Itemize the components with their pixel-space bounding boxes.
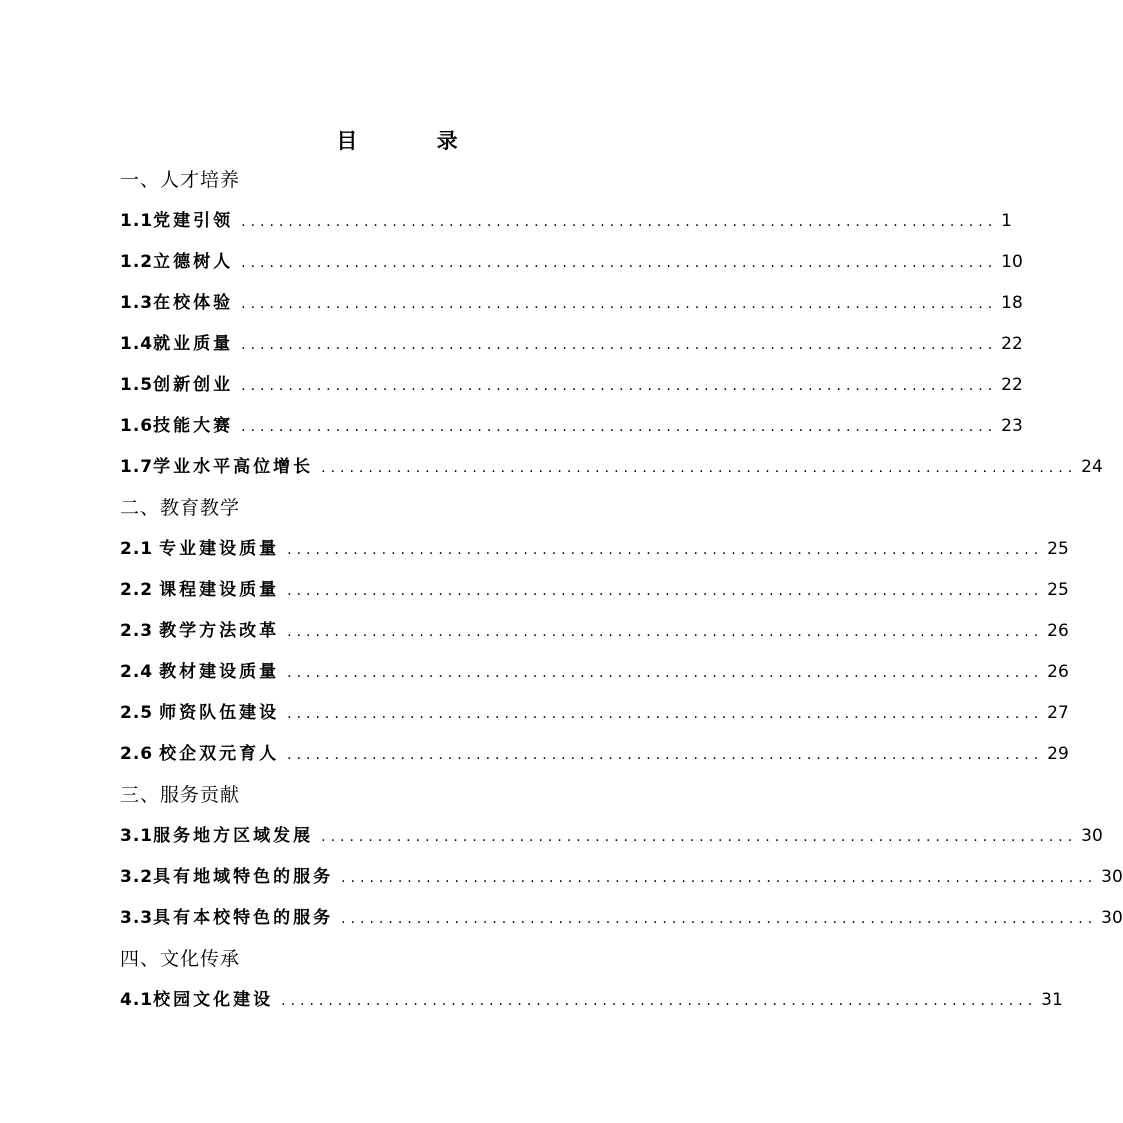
toc-entry-number: 2.6 <box>120 744 154 764</box>
toc-entry-page-number: 24 <box>1081 457 1103 477</box>
toc-entry-page-number: 25 <box>1047 580 1069 600</box>
toc-entry[interactable] <box>120 734 1069 775</box>
toc-entry-label: 技能大赛 <box>153 416 234 436</box>
toc-dot-leader: ................................................................................ <box>241 255 998 271</box>
toc-entry-page-number: 30 <box>1101 908 1123 928</box>
toc-dot-leader: ................................................................................ <box>241 296 998 312</box>
toc-entry[interactable] <box>120 406 1023 447</box>
toc-entry-number: 1.3 <box>120 293 154 313</box>
toc-entry-number: 2.2 <box>120 580 154 600</box>
toc-entry[interactable] <box>120 652 1069 693</box>
toc-entry[interactable] <box>120 693 1069 734</box>
toc-entry[interactable] <box>120 570 1069 611</box>
toc-entry-number: 1.6 <box>120 416 154 436</box>
toc-dot-leader: ................................................................................ <box>287 624 1044 640</box>
toc-entry[interactable] <box>120 283 1023 324</box>
toc-dot-leader: ................................................................................ <box>341 911 1098 927</box>
toc-section-heading: 三、服务贡献 <box>120 784 241 806</box>
toc-dot-leader: ................................................................................ <box>241 378 998 394</box>
toc-dot-leader: ................................................................................ <box>241 337 998 353</box>
toc-entry-page-number: 23 <box>1001 416 1023 436</box>
toc-entry[interactable] <box>120 980 1063 1021</box>
toc-section-heading: 一、人才培养 <box>120 169 241 191</box>
toc-entry-page-number: 29 <box>1047 744 1069 764</box>
toc-entry-label: 师资队伍建设 <box>159 703 280 723</box>
toc-section-heading: 二、教育教学 <box>120 497 241 519</box>
toc-entry-label: 在校体验 <box>153 293 234 313</box>
toc-dot-leader: ................................................................................ <box>287 665 1044 681</box>
toc-entry-page-number: 26 <box>1047 662 1069 682</box>
toc-entry-label: 专业建设质量 <box>159 539 280 559</box>
toc-entry-page-number: 25 <box>1047 539 1069 559</box>
toc-entry-label: 教材建设质量 <box>159 662 280 682</box>
toc-entry-number: 1.4 <box>120 334 154 354</box>
toc-entry[interactable] <box>120 324 1023 365</box>
toc-dot-leader: ................................................................................ <box>287 583 1044 599</box>
toc-dot-leader: ................................................................................ <box>321 460 1078 476</box>
toc-dot-leader: ................................................................................ <box>281 993 1038 1009</box>
toc-entry-page-number: 26 <box>1047 621 1069 641</box>
toc-dot-leader: ................................................................................ <box>341 870 1098 886</box>
toc-entry-number: 3.2 <box>120 867 154 887</box>
toc-entry-page-number: 1 <box>1001 211 1012 231</box>
toc-entry-page-number: 22 <box>1001 375 1023 395</box>
toc-entry-label: 具有本校特色的服务 <box>153 908 334 928</box>
toc-entry[interactable] <box>120 857 1123 898</box>
toc-entry-label: 立德树人 <box>153 252 234 272</box>
document-title: 目 录 <box>336 129 494 153</box>
toc-entry-page-number: 30 <box>1081 826 1103 846</box>
toc-entry-label: 学业水平高位增长 <box>153 457 314 477</box>
toc-entry[interactable] <box>120 201 1012 242</box>
toc-entry-number: 4.1 <box>120 990 154 1010</box>
toc-dot-leader: ................................................................................ <box>287 542 1044 558</box>
toc-entry[interactable] <box>120 365 1023 406</box>
toc-entry[interactable] <box>120 611 1069 652</box>
toc-entry[interactable] <box>120 816 1103 857</box>
toc-dot-leader: ................................................................................ <box>241 419 998 435</box>
toc-entry-label: 校企双元育人 <box>159 744 280 764</box>
toc-entry-label: 具有地域特色的服务 <box>153 867 334 887</box>
toc-entry-number: 2.1 <box>120 539 154 559</box>
toc-entry-label: 创新创业 <box>153 375 234 395</box>
toc-entry-number: 2.5 <box>120 703 154 723</box>
toc-dot-leader: ................................................................................ <box>241 214 998 230</box>
toc-entry-page-number: 31 <box>1041 990 1063 1010</box>
toc-entry-label: 课程建设质量 <box>159 580 280 600</box>
toc-section-heading: 四、文化传承 <box>120 948 241 970</box>
toc-entry-page-number: 27 <box>1047 703 1069 723</box>
toc-entry[interactable] <box>120 898 1123 939</box>
toc-dot-leader: ................................................................................ <box>287 706 1044 722</box>
toc-entry-number: 3.1 <box>120 826 154 846</box>
toc-entry[interactable] <box>120 447 1103 488</box>
toc-entry-page-number: 30 <box>1101 867 1123 887</box>
toc-entry-label: 党建引领 <box>153 211 234 231</box>
toc-entry-page-number: 18 <box>1001 293 1023 313</box>
toc-entry-page-number: 10 <box>1001 252 1023 272</box>
toc-entry-number: 1.7 <box>120 457 154 477</box>
toc-entry[interactable] <box>120 529 1069 570</box>
toc-entry-number: 1.5 <box>120 375 154 395</box>
toc-entry-label: 服务地方区域发展 <box>153 826 314 846</box>
toc-dot-leader: ................................................................................ <box>321 829 1078 845</box>
toc-entry[interactable] <box>120 242 1023 283</box>
toc-entry-label: 教学方法改革 <box>159 621 280 641</box>
toc-entry-number: 1.1 <box>120 211 154 231</box>
toc-entry-number: 2.4 <box>120 662 154 682</box>
toc-entry-number: 3.3 <box>120 908 154 928</box>
toc-entry-label: 校园文化建设 <box>153 990 274 1010</box>
toc-entry-page-number: 22 <box>1001 334 1023 354</box>
toc-entry-number: 1.2 <box>120 252 154 272</box>
toc-dot-leader: ................................................................................ <box>287 747 1044 763</box>
toc-entry-number: 2.3 <box>120 621 154 641</box>
toc-entry-label: 就业质量 <box>153 334 234 354</box>
